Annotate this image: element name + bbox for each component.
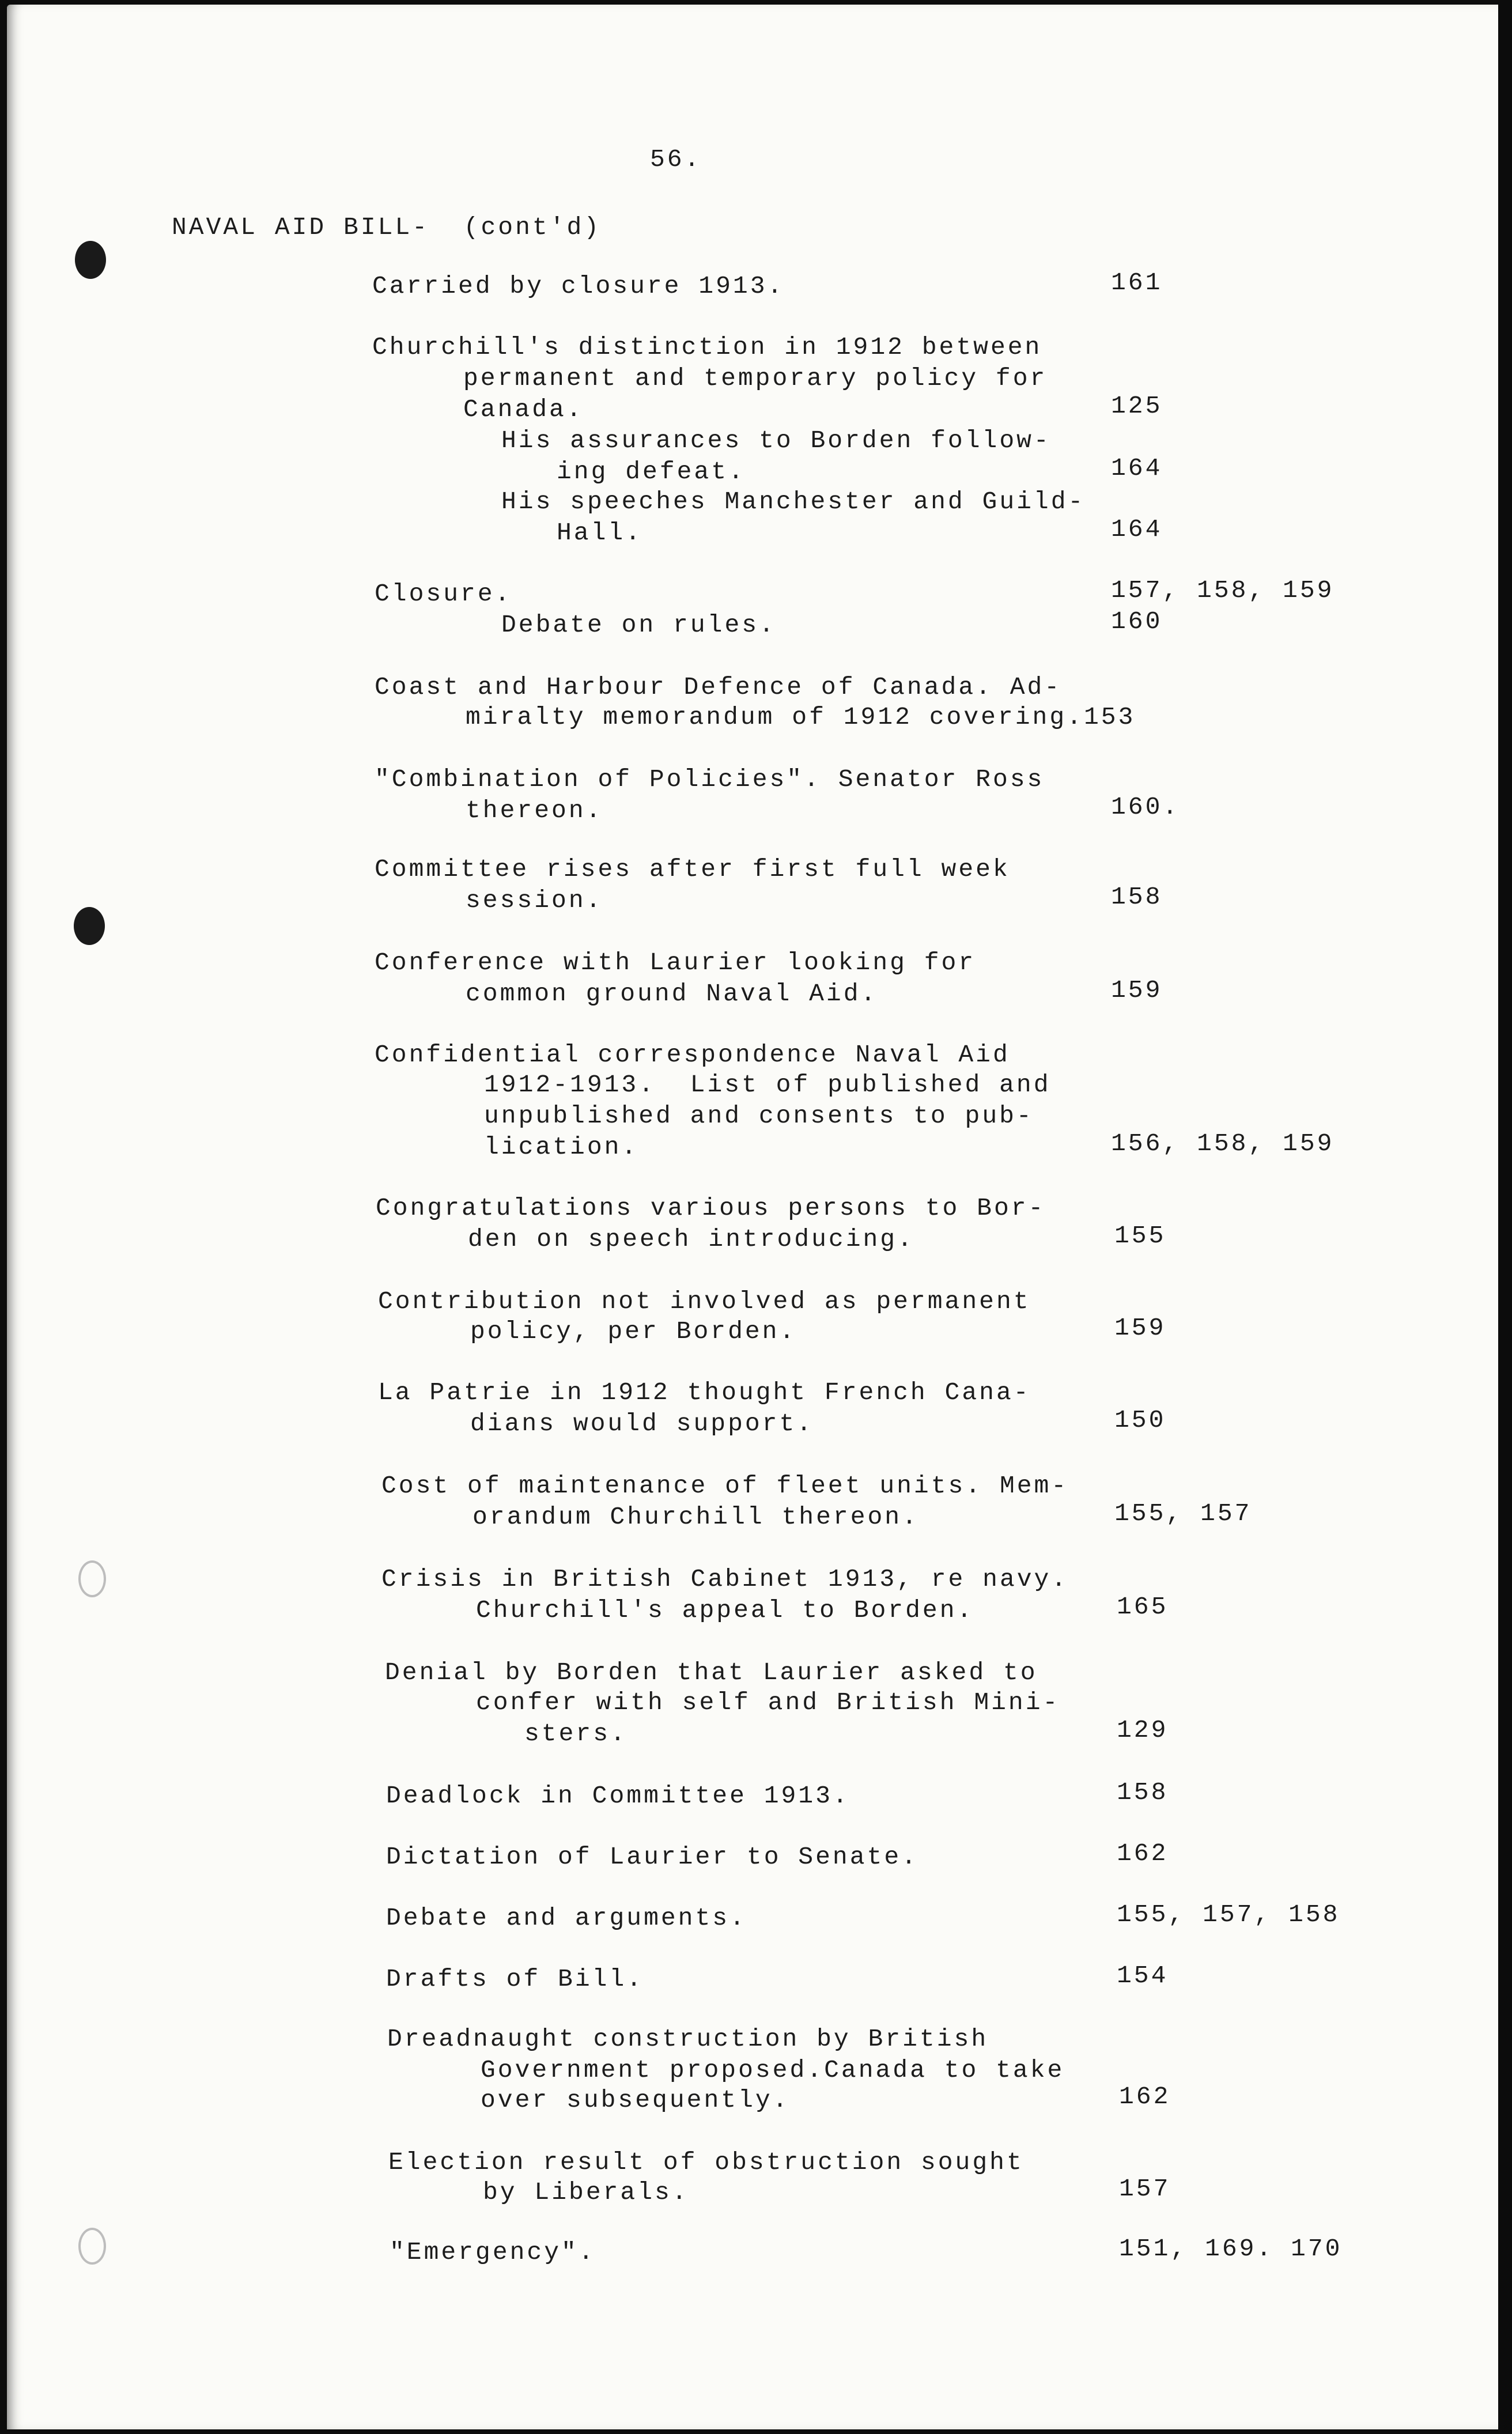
- binder-hole-middle: [74, 907, 105, 945]
- binder-hole-faint-upper: [78, 1560, 106, 1597]
- entry-text-line: orandum Churchill thereon.: [472, 1503, 919, 1531]
- entry-page-reference: 159: [1114, 1314, 1166, 1342]
- entry-page-reference: 129: [1117, 1716, 1169, 1744]
- entry-page-reference: 164: [1111, 454, 1163, 482]
- entry-text-line: Debate and arguments.: [386, 1904, 747, 1932]
- entry-text-line: His speeches Manchester and Guild-: [501, 487, 1086, 516]
- entry-page-reference: 151, 169. 170: [1119, 2235, 1343, 2263]
- entry-text-line: Drafts of Bill.: [386, 1965, 644, 1993]
- entry-text-line: policy, per Borden.: [470, 1317, 797, 1345]
- entry-text-line: Government proposed.Canada to take: [481, 2056, 1065, 2084]
- entry-text-line: 1912-1913. List of published and: [484, 1071, 1051, 1099]
- entry-text-line: common ground Naval Aid.: [466, 980, 878, 1008]
- entry-text-line: His assurances to Borden follow-: [501, 426, 1051, 455]
- index-heading: NAVAL AID BILL- (cont'd): [172, 213, 602, 241]
- entry-text-line: Churchill's appeal to Borden.: [476, 1596, 974, 1624]
- entry-page-reference: 157, 158, 159: [1111, 576, 1335, 604]
- entry-page-reference: 162: [1119, 2082, 1171, 2111]
- entry-text-line: unpublished and consents to pub-: [484, 1102, 1034, 1130]
- entry-text-line: session.: [466, 886, 603, 914]
- entry-page-reference: 162: [1117, 1839, 1169, 1868]
- entry-page-reference: 156, 158, 159: [1111, 1129, 1335, 1158]
- entry-page-reference: 164: [1111, 515, 1163, 543]
- entry-page-reference: 125: [1111, 392, 1163, 420]
- entry-text-line: Confidential correspondence Naval Aid: [375, 1041, 1010, 1069]
- entry-text-line: Closure.: [375, 580, 512, 608]
- entry-page-reference: 154: [1117, 1961, 1169, 1990]
- entry-text-line: Canada.: [463, 395, 584, 424]
- entry-page-reference: 158: [1117, 1778, 1169, 1806]
- entry-text-line: Deadlock in Committee 1913.: [386, 1782, 850, 1810]
- entry-page-reference: 160.: [1111, 793, 1180, 821]
- entry-page-reference: 159: [1111, 976, 1163, 1004]
- entry-text-line: dians would support.: [470, 1409, 814, 1438]
- entry-text-line: Denial by Borden that Laurier asked to: [385, 1658, 1038, 1687]
- entry-page-reference: 161: [1111, 269, 1163, 297]
- entry-text-line: thereon.: [466, 796, 603, 825]
- entry-text-line: Dictation of Laurier to Senate.: [386, 1843, 918, 1871]
- entry-text-line: Congratulations various persons to Bor-: [376, 1194, 1046, 1222]
- entry-text-line: "Combination of Policies". Senator Ross: [375, 765, 1045, 793]
- entry-text-line: lication.: [484, 1133, 639, 1161]
- entry-text-line: Coast and Harbour Defence of Canada. Ad-: [375, 673, 1062, 701]
- entry-text-line: La Patrie in 1912 thought French Cana-: [378, 1378, 1031, 1407]
- entry-page-reference: 155, 157: [1114, 1499, 1252, 1528]
- entry-text-line: Carried by closure 1913.: [372, 272, 785, 300]
- entry-text-line: Election result of obstruction sought: [388, 2148, 1024, 2176]
- entry-text-line: den on speech introducing.: [468, 1225, 914, 1253]
- entry-text-line: Debate on rules.: [501, 611, 776, 639]
- entry-text-line: miralty memorandum of 1912 covering.153: [466, 703, 1136, 731]
- page-number: 56.: [650, 145, 702, 173]
- entry-text-line: "Emergency".: [390, 2238, 596, 2266]
- entry-text-line: permanent and temporary policy for: [463, 364, 1048, 392]
- entry-text-line: sters.: [524, 1719, 628, 1748]
- entry-text-line: by Liberals.: [483, 2178, 689, 2206]
- entry-text-line: Hall.: [557, 519, 643, 547]
- entry-text-line: Churchill's distinction in 1912 between: [372, 333, 1042, 361]
- entry-page-reference: 150: [1114, 1406, 1166, 1434]
- entry-page-reference: 158: [1111, 883, 1163, 911]
- entry-text-line: Contribution not involved as permanent: [378, 1287, 1031, 1316]
- entry-text-line: Dreadnaught construction by British: [387, 2025, 989, 2053]
- entry-text-line: confer with self and British Mini-: [476, 1688, 1060, 1717]
- entry-page-reference: 160: [1111, 607, 1163, 636]
- binder-hole-top: [75, 241, 106, 279]
- entry-text-line: over subsequently.: [481, 2086, 790, 2114]
- binder-hole-faint-lower: [78, 2228, 106, 2265]
- entry-text-line: Conference with Laurier looking for: [375, 948, 976, 977]
- entry-text-line: ing defeat.: [557, 458, 746, 486]
- entry-text-line: Crisis in British Cabinet 1913, re navy.: [381, 1565, 1069, 1593]
- entry-page-reference: 155, 157, 158: [1117, 1900, 1340, 1929]
- entry-text-line: Committee rises after first full week: [375, 855, 1010, 883]
- entry-page-reference: 165: [1117, 1593, 1169, 1621]
- entry-text-line: Cost of maintenance of fleet units. Mem-: [381, 1472, 1069, 1500]
- entry-page-reference: 157: [1119, 2175, 1171, 2203]
- entry-page-reference: 155: [1114, 1222, 1166, 1250]
